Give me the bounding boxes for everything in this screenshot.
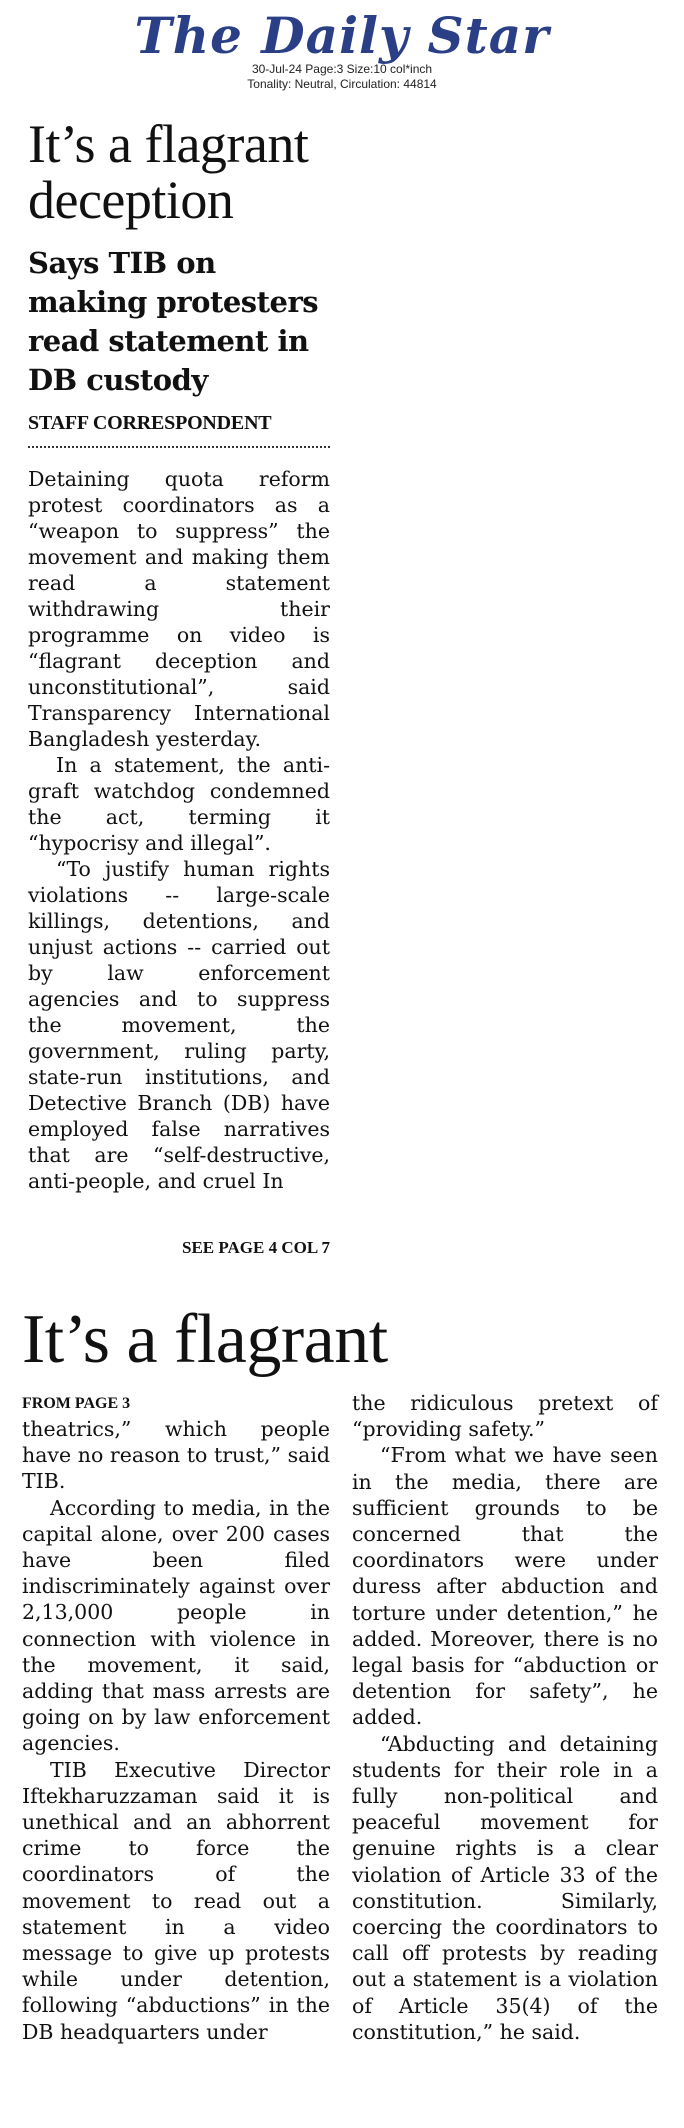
masthead	[0, 0, 684, 96]
jump-column-left	[22, 1416, 330, 2045]
from-page-label: FROM PAGE 3	[22, 1395, 131, 1412]
paragraph: theatrics,” which people have no reason to trust,” said TIB.	[22, 1417, 330, 1494]
byline: STAFF CORRESPONDENT	[28, 412, 272, 434]
paragraph: the ridiculous pretext of “providing safety.”	[352, 1391, 658, 1442]
paragraph: Detaining quota reform protest coordinators as a “weapon to suppress” the movement and making them read a statement withdrawing their programme on video is “flagrant deception and unconstitutional”, said Transparency International Bangladesh yesterday.	[28, 467, 330, 751]
paragraph: In a statement, the anti-graft watchdog condemned the act, terming it “hypocrisy and illegal”.	[28, 753, 330, 855]
jump-column-right	[352, 1390, 658, 2045]
paragraph: According to media, in the capital alone, over 200 cases have been filed indiscriminately against over 2,13,000 people in connection with violence in the movement, it said, adding that mass arrests are going on by law enforcement agencies.	[22, 1495, 330, 1756]
clipping-info: 30-Jul-24 Page:3 Size:10 col*inch	[251, 62, 433, 76]
continuation-note: SEE PAGE 4 COL 7	[182, 1238, 330, 1257]
tonality-info: Tonality: Neutral, Circulation: 44814	[247, 77, 437, 91]
article-subhead: Says TIB on making protesters read statement in DB custody	[28, 246, 319, 397]
article-headline: It’s a flagrant deception	[28, 114, 309, 230]
paragraph: “From what we have seen in the media, there are sufficient grounds to be concerned that the coordinators were under duress after abduction and torture under detention,” he added. Moreover, there is no legal basis for “abduction or detention for safety”, he added.	[352, 1443, 658, 1730]
paragraph: “To justify human rights violations -- large-scale killings, detentions, and unjust actions -- carried out by law enforcement agencies and to suppress the movement, the government, ruling party, state-run institutions, and Detective Branch (DB) have employed false narratives that are “self-destructive, anti-people, and cruel In	[28, 857, 330, 1193]
jump-headline: It’s a flagrant	[22, 1301, 388, 1378]
article-body	[28, 466, 330, 1194]
paragraph: “Abducting and detaining students for their role in a fully non-political and peaceful movement for genuine rights is a clear violation of Article 33 of the constitution. Similarly, coercing the coordinators to call off protests by reading out a statement is a violation of Article 35(4) of the constitution,” he said.	[352, 1731, 658, 2044]
newspaper-title: The Daily Star	[134, 6, 550, 65]
paragraph: TIB Executive Director Iftekharuzzaman said it is unethical and an abhorrent crime to force the coordinators of the movement to read out a statement in a video message to give up protests while under detention, following “abductions” in the DB headquarters under	[22, 1757, 330, 2044]
byline-divider	[28, 446, 330, 448]
